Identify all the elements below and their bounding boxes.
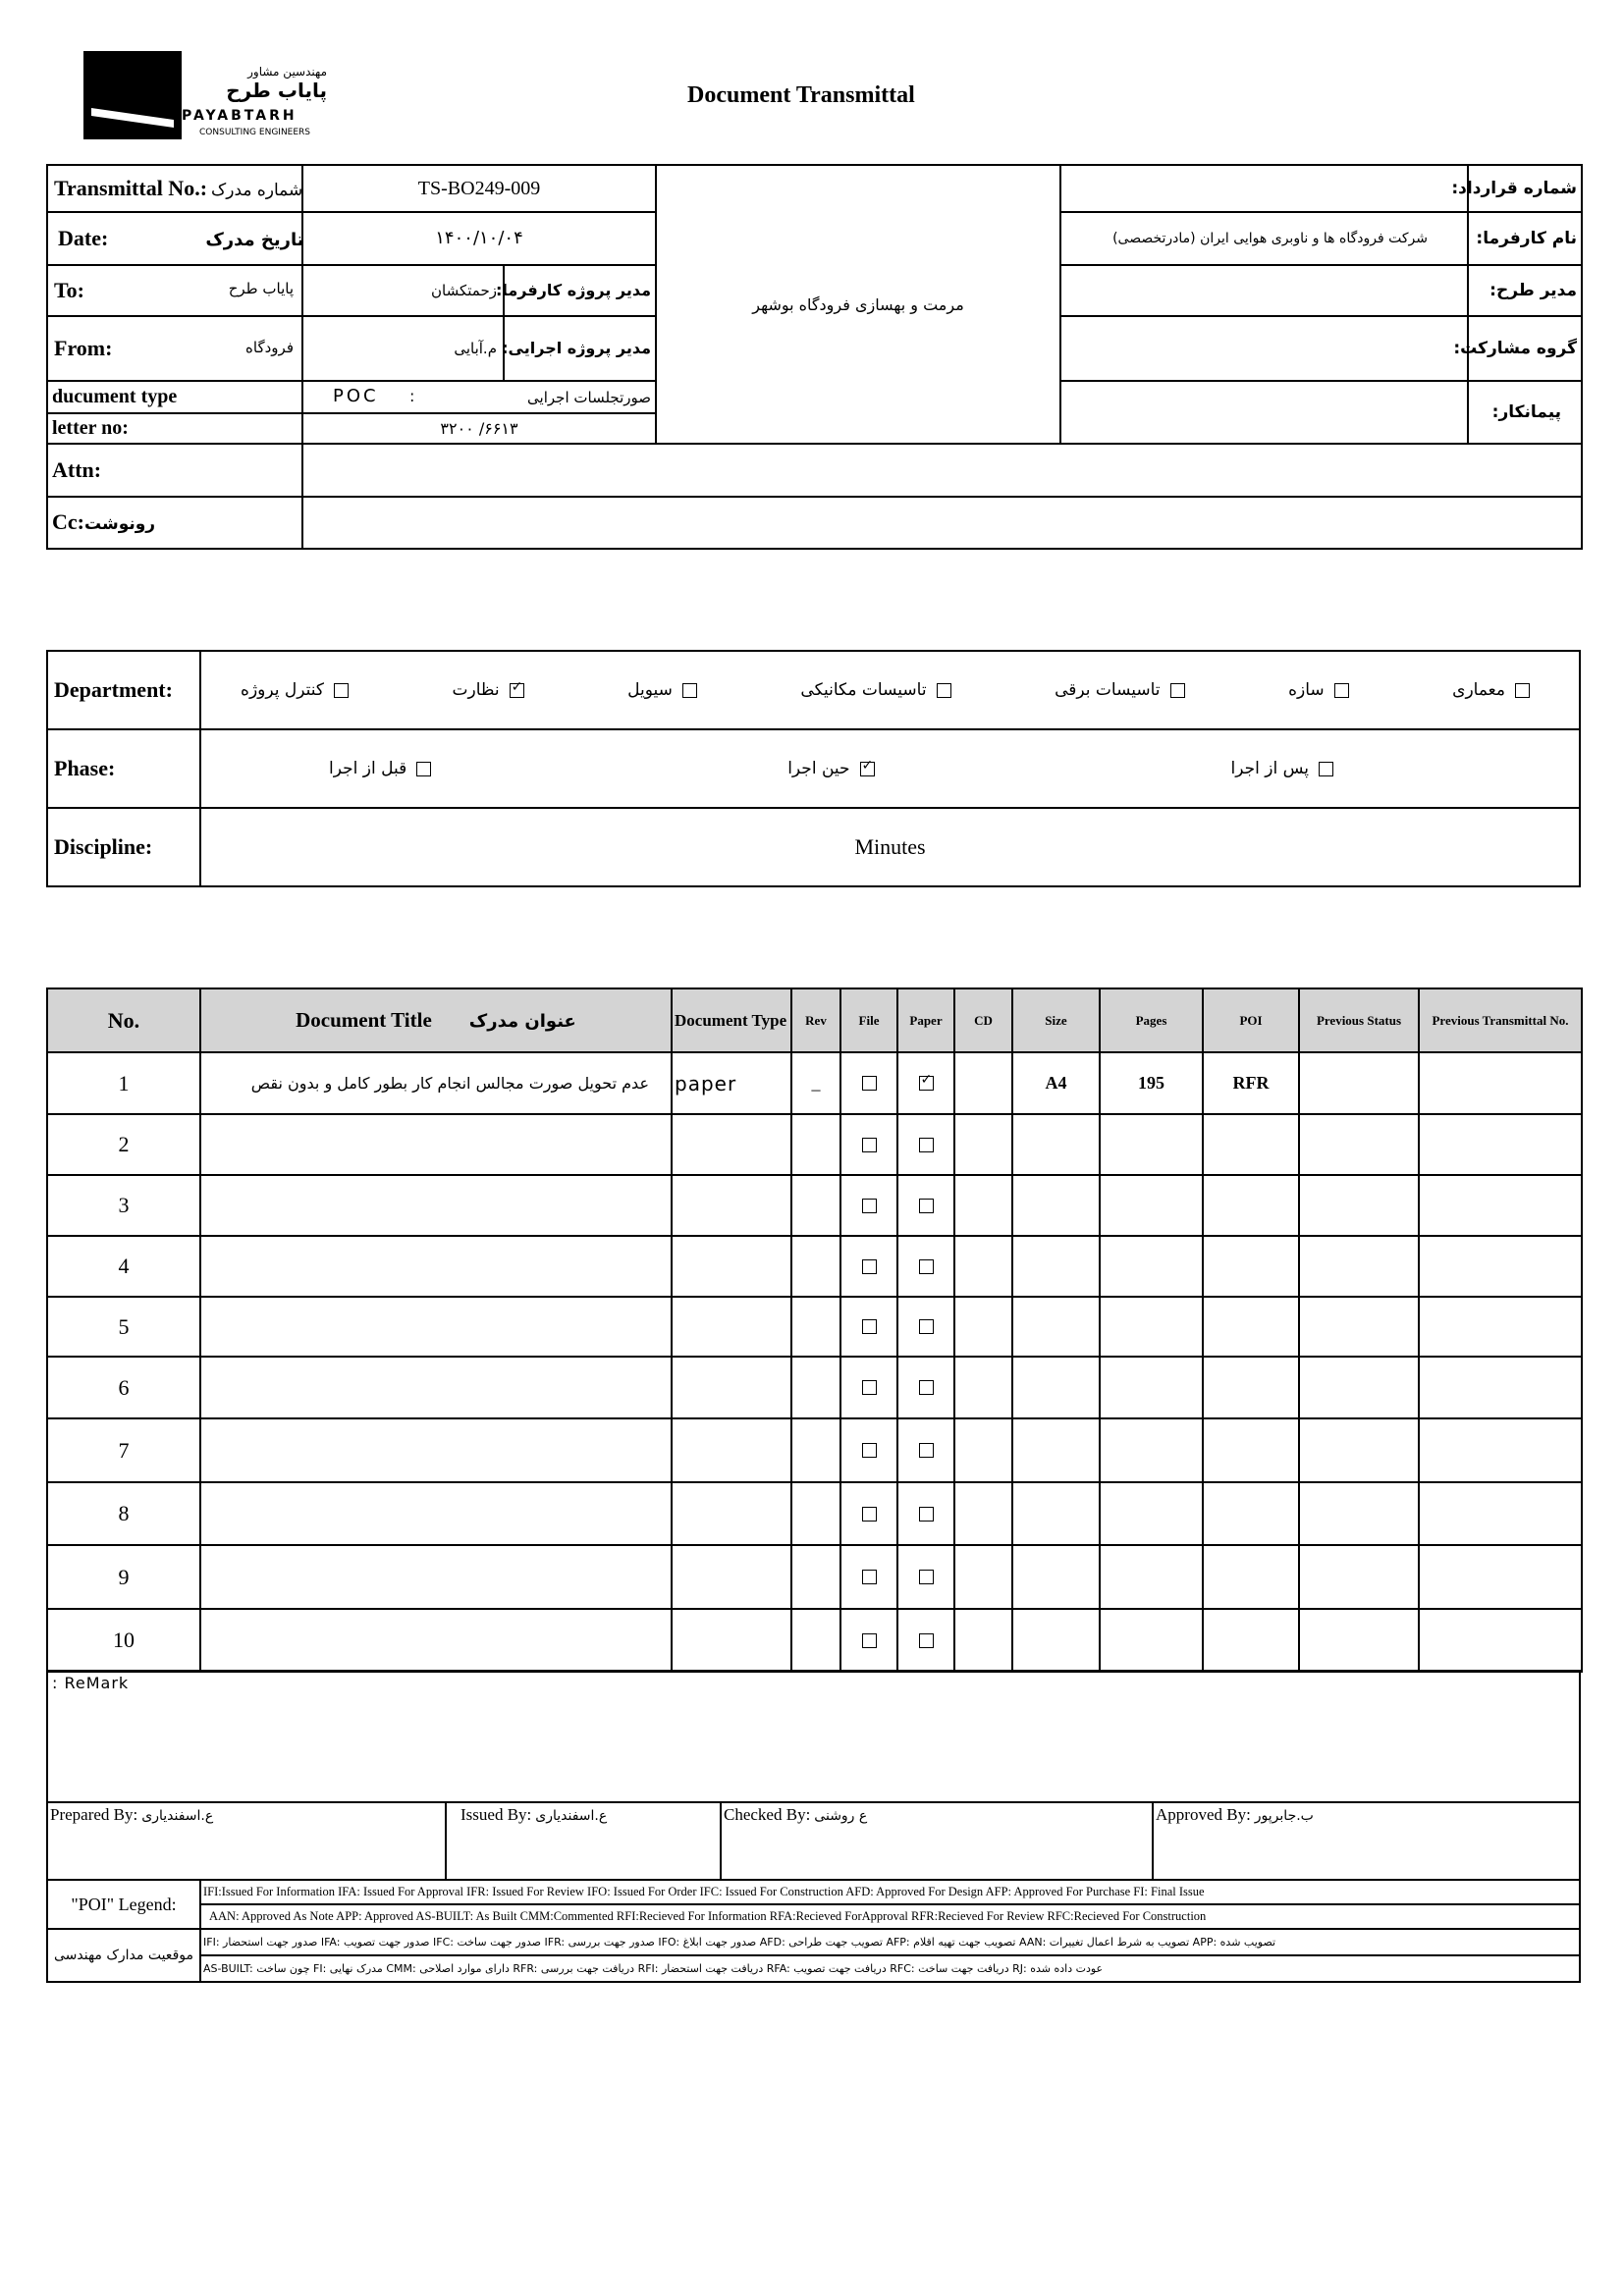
row-doc-type <box>672 1236 791 1297</box>
row-number: 8 <box>47 1482 200 1545</box>
transmittal-no-label-fa: شماره مدرک <box>211 181 303 201</box>
row-title <box>200 1236 672 1297</box>
row-paper-cell <box>897 1175 954 1236</box>
row-size: A4 <box>1012 1052 1100 1114</box>
row-doc-type: paper <box>672 1052 791 1114</box>
row-paper-checkbox[interactable] <box>919 1319 934 1334</box>
row-file-checkbox[interactable] <box>862 1507 877 1522</box>
date-cell <box>47 212 302 264</box>
row-prev-status <box>1299 1418 1419 1482</box>
row-number: 6 <box>47 1357 200 1418</box>
row-file-checkbox[interactable] <box>862 1319 877 1334</box>
row-pages <box>1100 1482 1203 1545</box>
row-prev-transmittal <box>1419 1297 1582 1357</box>
row-file-checkbox[interactable] <box>862 1443 877 1458</box>
row-cd <box>954 1545 1012 1609</box>
letter-no-label: letter no: <box>47 413 302 444</box>
department-options <box>200 651 1580 729</box>
table-row <box>47 1545 1582 1609</box>
row-prev-transmittal <box>1419 1482 1582 1545</box>
phase-option[interactable] <box>329 759 431 778</box>
contract-no-value <box>1060 165 1468 212</box>
engineering-status-line-1: IFI: صدور جهت استحضار IFA: صدور جهت تصویب IFC: صدور جهت ساخت IFR: صدور جهت بررسی IFO: صدور جهت ابلاغ AFD: تصویب جهت طراحی AFP: تصویب جهت تهیه اقلام AAN: تصویب به شرط اعمال تغییرات APP: تصویب شده <box>200 1929 1580 1955</box>
contractor-label: پیمانکار: <box>1468 381 1582 444</box>
transmittal-no-cell <box>47 165 302 212</box>
col-header-doc-type: Document Type <box>672 988 791 1052</box>
document-type-separator: : <box>409 387 415 406</box>
from-value: فرودگاه <box>245 338 294 356</box>
col-header-no: No. <box>47 988 200 1052</box>
transmittal-info-table <box>46 164 1583 550</box>
col-header-title-fa: عنوان مدرک <box>468 1011 576 1032</box>
row-paper-checkbox[interactable] <box>919 1507 934 1522</box>
department-option[interactable] <box>627 680 697 700</box>
row-size <box>1012 1175 1100 1236</box>
row-poi <box>1203 1297 1299 1357</box>
row-number: 2 <box>47 1114 200 1175</box>
from-role: مدیر پروژه اجرایی: <box>504 316 656 381</box>
row-rev <box>791 1175 840 1236</box>
department-option[interactable] <box>1452 680 1530 700</box>
row-title <box>200 1114 672 1175</box>
from-person: م.آبایی <box>302 316 504 381</box>
row-poi: RFR <box>1203 1052 1299 1114</box>
row-prev-status <box>1299 1052 1419 1114</box>
department-checkbox[interactable] <box>682 683 697 698</box>
row-paper-cell <box>897 1609 954 1672</box>
department-option-label: نظارت <box>452 680 500 700</box>
row-file-cell <box>840 1236 897 1297</box>
phase-checkbox[interactable] <box>860 762 875 776</box>
table-row <box>47 1609 1582 1672</box>
row-file-checkbox[interactable] <box>862 1199 877 1213</box>
row-prev-transmittal <box>1419 1236 1582 1297</box>
row-prev-transmittal <box>1419 1609 1582 1672</box>
row-pages <box>1100 1418 1203 1482</box>
row-number: 10 <box>47 1609 200 1672</box>
row-file-cell <box>840 1609 897 1672</box>
row-cd <box>954 1175 1012 1236</box>
row-title <box>200 1545 672 1609</box>
date-label-fa: تاریخ مدرک <box>205 229 304 250</box>
design-manager-label: مدیر طرح: <box>1468 265 1582 316</box>
row-paper-checkbox[interactable] <box>919 1259 934 1274</box>
row-pages <box>1100 1297 1203 1357</box>
from-cell <box>47 316 302 381</box>
prepared-by-cell <box>47 1802 446 1880</box>
row-title <box>200 1297 672 1357</box>
row-file-cell <box>840 1418 897 1482</box>
row-size <box>1012 1609 1100 1672</box>
approved-by-value: ب.جابرپور <box>1254 1808 1314 1824</box>
row-prev-status <box>1299 1175 1419 1236</box>
row-size <box>1012 1357 1100 1418</box>
row-file-checkbox[interactable] <box>862 1570 877 1584</box>
row-paper-cell <box>897 1236 954 1297</box>
department-option-label: کنترل پروژه <box>241 680 324 700</box>
col-header-pages: Pages <box>1100 988 1203 1052</box>
row-file-cell <box>840 1545 897 1609</box>
row-poi <box>1203 1418 1299 1482</box>
design-manager-value <box>1060 265 1468 316</box>
phase-option[interactable] <box>1231 759 1333 778</box>
phase-option[interactable] <box>787 759 874 778</box>
table-row <box>47 1175 1582 1236</box>
row-title <box>200 1609 672 1672</box>
contract-no-label: شماره قرارداد: <box>1468 165 1582 212</box>
row-paper-cell <box>897 1052 954 1114</box>
row-number: 5 <box>47 1297 200 1357</box>
row-rev <box>791 1609 840 1672</box>
issued-by-cell <box>446 1802 721 1880</box>
row-cd <box>954 1482 1012 1545</box>
col-header-poi: POI <box>1203 988 1299 1052</box>
phase-options <box>200 729 1580 808</box>
contractor-value <box>1060 381 1468 444</box>
discipline-value: Minutes <box>200 808 1580 886</box>
col-header-paper: Paper <box>897 988 954 1052</box>
checked-by-cell <box>721 1802 1153 1880</box>
cc-label-fa: رونوشت <box>83 514 156 535</box>
poi-legend-label: "POI" Legend: <box>47 1880 200 1929</box>
row-cd <box>954 1114 1012 1175</box>
department-checkbox[interactable] <box>1515 683 1530 698</box>
to-value: پایاب طرح <box>228 279 294 297</box>
department-checkbox[interactable] <box>510 683 524 698</box>
row-number: 7 <box>47 1418 200 1482</box>
employer-label: نام کارفرما: <box>1468 212 1582 264</box>
row-doc-type <box>672 1482 791 1545</box>
col-header-rev: Rev <box>791 988 840 1052</box>
row-title: عدم تحویل صورت مجالس انجام کار بطور کامل و بدون نقص <box>200 1052 672 1114</box>
row-number: 3 <box>47 1175 200 1236</box>
row-paper-cell <box>897 1357 954 1418</box>
row-prev-status <box>1299 1114 1419 1175</box>
row-doc-type <box>672 1175 791 1236</box>
row-paper-checkbox[interactable] <box>919 1199 934 1213</box>
department-option-label: سیویل <box>627 680 673 700</box>
row-title <box>200 1175 672 1236</box>
row-number: 1 <box>47 1052 200 1114</box>
row-paper-checkbox[interactable] <box>919 1633 934 1648</box>
department-option[interactable] <box>800 680 950 700</box>
col-header-file: File <box>840 988 897 1052</box>
row-prev-transmittal <box>1419 1418 1582 1482</box>
date-label: Date: <box>58 225 109 250</box>
row-rev <box>791 1236 840 1297</box>
project-name: مرمت و بهسازی فرودگاه بوشهر <box>656 165 1060 444</box>
row-prev-transmittal <box>1419 1545 1582 1609</box>
cc-label: Cc: <box>52 509 84 535</box>
row-doc-type <box>672 1114 791 1175</box>
row-cd <box>954 1609 1012 1672</box>
row-pages <box>1100 1357 1203 1418</box>
department-option-label: تاسیسات برقی <box>1055 680 1161 700</box>
row-prev-transmittal <box>1419 1114 1582 1175</box>
checked-by-label: Checked By: <box>724 1805 811 1824</box>
row-prev-transmittal <box>1419 1357 1582 1418</box>
issued-by-value: ع.اسفندیاری <box>535 1808 608 1824</box>
transmittal-no-value: TS-BO249-009 <box>302 165 656 212</box>
to-role: مدیر پروژه کارفرما: <box>504 265 656 316</box>
row-title <box>200 1357 672 1418</box>
to-person: زحمتکشان <box>302 265 504 316</box>
footer-table <box>46 1670 1581 1983</box>
row-prev-status <box>1299 1236 1419 1297</box>
row-pages <box>1100 1609 1203 1672</box>
row-title <box>200 1418 672 1482</box>
col-header-cd: CD <box>954 988 1012 1052</box>
employer-value: شرکت فرودگاه ها و ناوبری هوایی ایران (مادرتخصصی) <box>1060 212 1468 264</box>
prepared-by-value: ع.اسفندیاری <box>141 1808 214 1824</box>
department-option[interactable] <box>241 680 349 700</box>
document-type-code: POC <box>333 386 379 407</box>
partner-group-label: گروه مشارکت: <box>1468 316 1582 381</box>
row-size <box>1012 1482 1100 1545</box>
approved-by-label: Approved By: <box>1156 1805 1251 1824</box>
row-file-checkbox[interactable] <box>862 1380 877 1395</box>
date-value: ۱۴۰۰/۱۰/۰۴ <box>302 212 656 264</box>
engineering-status-line-2: AS-BUILT: چون ساخت FI: مدرک نهایی CMM: دارای موارد اصلاحی RFR: دریافت جهت بررسی RFI: دریافت جهت استحضار RFA: دریافت جهت تصویب RFC: دریافت جهت ساخت RJ: عودت داده شده <box>200 1955 1580 1982</box>
logo-text-persian-top: مهندسین مشاور <box>247 65 327 79</box>
department-checkbox[interactable] <box>937 683 951 698</box>
row-rev <box>791 1357 840 1418</box>
row-paper-cell <box>897 1482 954 1545</box>
department-checkbox[interactable] <box>1170 683 1185 698</box>
poi-legend-line-2: AAN: Approved As Note APP: Approved AS-BUILT: As Built CMM:Commented RFI:Recieved For Information RFA:Recieved ForApproval RFR:Recieved For Review RFC:Recieved For Construction <box>200 1904 1580 1929</box>
col-header-title-en: Document Title <box>296 1008 432 1032</box>
row-pages <box>1100 1236 1203 1297</box>
row-doc-type <box>672 1545 791 1609</box>
phase-option-label: پس از اجرا <box>1230 759 1309 778</box>
logo-mark-icon <box>83 51 182 139</box>
table-row <box>47 1236 1582 1297</box>
row-cd <box>954 1236 1012 1297</box>
approved-by-cell <box>1153 1802 1580 1880</box>
table-row <box>47 1297 1582 1357</box>
department-option[interactable] <box>453 680 524 700</box>
row-number: 4 <box>47 1236 200 1297</box>
col-header-size: Size <box>1012 988 1100 1052</box>
transmittal-no-label: Transmittal No.: <box>54 176 208 201</box>
row-prev-status <box>1299 1545 1419 1609</box>
table-row <box>47 1114 1582 1175</box>
department-checkbox[interactable] <box>1334 683 1349 698</box>
to-cell <box>47 265 302 316</box>
row-pages <box>1100 1175 1203 1236</box>
issued-by-label: Issued By: <box>460 1805 532 1824</box>
phase-checkbox[interactable] <box>416 762 431 776</box>
row-paper-cell <box>897 1545 954 1609</box>
row-rev: _ <box>791 1052 840 1114</box>
row-paper-checkbox[interactable] <box>919 1076 934 1091</box>
row-poi <box>1203 1357 1299 1418</box>
row-rev <box>791 1545 840 1609</box>
letter-no-value: ۳۲۰۰ /۶۶۱۳ <box>302 413 656 444</box>
cc-value <box>302 497 1582 549</box>
row-cd <box>954 1357 1012 1418</box>
row-rev <box>791 1114 840 1175</box>
row-number: 9 <box>47 1545 200 1609</box>
row-paper-checkbox[interactable] <box>919 1138 934 1152</box>
engineering-status-label: موقعیت مدارک مهندسی <box>47 1929 200 1982</box>
checked-by-value: ع روشنی <box>814 1808 868 1824</box>
row-poi <box>1203 1114 1299 1175</box>
row-file-checkbox[interactable] <box>862 1259 877 1274</box>
row-size <box>1012 1236 1100 1297</box>
department-label: Department: <box>47 651 200 729</box>
row-poi <box>1203 1609 1299 1672</box>
documents-table <box>46 988 1583 1673</box>
row-prev-status <box>1299 1297 1419 1357</box>
row-file-checkbox[interactable] <box>862 1633 877 1648</box>
row-file-cell <box>840 1114 897 1175</box>
department-option-label: تاسیسات مکانیکی <box>800 680 927 700</box>
page-title: Document Transmittal <box>687 82 915 108</box>
phase-option-label: حین اجرا <box>787 759 850 778</box>
attn-value <box>302 444 1582 496</box>
col-header-prev-transmittal: Previous Transmittal No. <box>1419 988 1582 1052</box>
row-paper-cell <box>897 1297 954 1357</box>
row-prev-status <box>1299 1482 1419 1545</box>
table-row <box>47 1418 1582 1482</box>
row-prev-transmittal <box>1419 1175 1582 1236</box>
row-file-cell <box>840 1052 897 1114</box>
row-paper-cell <box>897 1418 954 1482</box>
row-file-checkbox[interactable] <box>862 1138 877 1152</box>
document-type-label: ducument type <box>47 381 302 413</box>
to-label: To: <box>54 277 84 302</box>
row-paper-checkbox[interactable] <box>919 1570 934 1584</box>
discipline-label: Discipline: <box>47 808 200 886</box>
document-type-cell <box>302 381 656 413</box>
row-pages <box>1100 1545 1203 1609</box>
row-poi <box>1203 1545 1299 1609</box>
row-doc-type <box>672 1357 791 1418</box>
row-pages <box>1100 1114 1203 1175</box>
phase-label: Phase: <box>47 729 200 808</box>
row-poi <box>1203 1236 1299 1297</box>
row-poi <box>1203 1175 1299 1236</box>
department-checkbox[interactable] <box>334 683 349 698</box>
table-row <box>47 1482 1582 1545</box>
col-header-prev-status: Previous Status <box>1299 988 1419 1052</box>
row-doc-type <box>672 1609 791 1672</box>
from-label: From: <box>54 335 113 360</box>
row-prev-transmittal <box>1419 1052 1582 1114</box>
row-file-checkbox[interactable] <box>862 1076 877 1091</box>
row-pages: 195 <box>1100 1052 1203 1114</box>
prepared-by-label: Prepared By: <box>50 1805 138 1824</box>
row-doc-type <box>672 1418 791 1482</box>
row-rev <box>791 1418 840 1482</box>
remark-label: : ReMark <box>52 1674 130 1692</box>
row-file-cell <box>840 1357 897 1418</box>
row-rev <box>791 1297 840 1357</box>
row-prev-status <box>1299 1609 1419 1672</box>
phase-checkbox[interactable] <box>1319 762 1333 776</box>
row-file-cell <box>840 1297 897 1357</box>
row-paper-checkbox[interactable] <box>919 1443 934 1458</box>
row-file-cell <box>840 1482 897 1545</box>
department-option-label: سازه <box>1288 680 1325 700</box>
row-title <box>200 1482 672 1545</box>
col-header-title <box>200 988 672 1052</box>
poi-legend-line-1: IFI:Issued For Information IFA: Issued For Approval IFR: Issued For Review IFO: Issued For Order IFC: Issued For Construction AFD: Approved For Design AFP: Approved For Purchase FI: Final Issue <box>200 1880 1580 1904</box>
row-paper-cell <box>897 1114 954 1175</box>
row-size <box>1012 1545 1100 1609</box>
department-option[interactable] <box>1288 680 1349 700</box>
table-row <box>47 1357 1582 1418</box>
remark-cell <box>47 1671 1580 1802</box>
logo-text-latin-sub: CONSULTING ENGINEERS <box>199 128 311 137</box>
cc-cell <box>47 497 302 549</box>
logo-text-persian-main: پایاب طرح <box>226 79 327 102</box>
row-size <box>1012 1297 1100 1357</box>
row-cd <box>954 1418 1012 1482</box>
logo-text-latin: PAYABTARH <box>182 108 298 124</box>
company-logo <box>83 51 329 141</box>
row-cd <box>954 1297 1012 1357</box>
document-type-value: صورتجلسات اجرایی <box>527 389 652 407</box>
row-paper-checkbox[interactable] <box>919 1380 934 1395</box>
attn-label: Attn: <box>47 444 302 496</box>
row-poi <box>1203 1482 1299 1545</box>
partner-group-value <box>1060 316 1468 381</box>
row-cd <box>954 1052 1012 1114</box>
row-file-cell <box>840 1175 897 1236</box>
row-size <box>1012 1114 1100 1175</box>
classification-table <box>46 650 1581 887</box>
row-prev-status <box>1299 1357 1419 1418</box>
row-size <box>1012 1418 1100 1482</box>
row-rev <box>791 1482 840 1545</box>
row-doc-type <box>672 1297 791 1357</box>
table-row <box>47 1052 1582 1114</box>
department-option-label: معماری <box>1452 680 1505 700</box>
department-option[interactable] <box>1055 680 1184 700</box>
phase-option-label: قبل از اجرا <box>329 759 407 778</box>
